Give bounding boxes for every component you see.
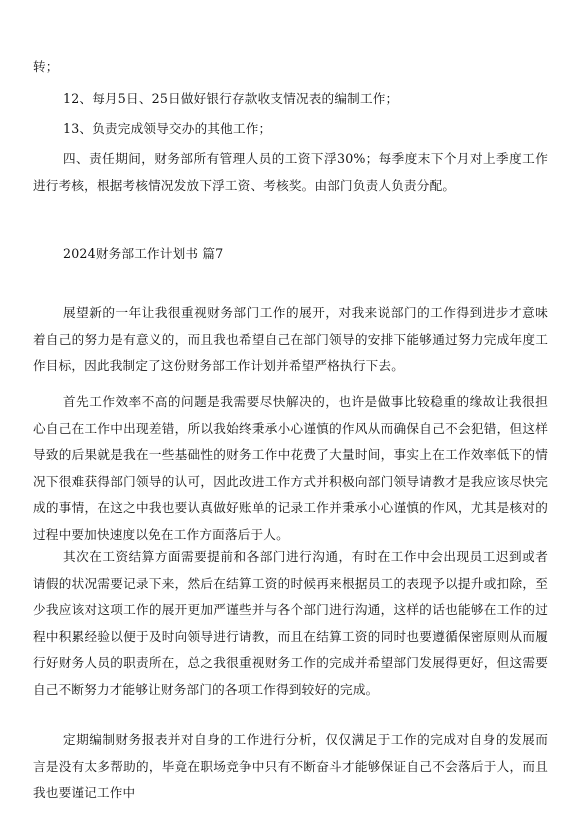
list-item-12: 12、每月5日、25日做好银行存款收支情况表的编制工作； [63, 91, 399, 106]
list-item-13: 13、负责完成领导交办的其他工作； [63, 121, 272, 136]
text-line-continuation: 转； [33, 59, 59, 74]
body-paragraph-4: 定期编制财务报表并对自身的工作进行分析，仅仅满足于工作的完成对自身的发展而言是没有太多帮助的，毕竟在职场竞争中只有不断奋斗才能够保证自己不会落后于人，而且我也要谨记工作中 [33, 732, 548, 801]
body-paragraph-1: 展望新的一年让我很重视财务部门工作的展开，对我来说部门的工作得到进步才意味着自己的努力是有意义的，而且我也希望自己在部门领导的安排下能够通过努力完成年度工作目标，因此我制定了这份财务部工作计划并希望严格执行下去。 [33, 305, 548, 374]
body-paragraph-2: 首先工作效率不高的问题是我需要尽快解决的，也许是做事比较稳重的缘故让我很担心自己在工作中出现差错，所以我始终秉承小心谨慎的作风从而确保自己不会犯错，但这样导致的后果就是我在一些基础性的财务工作中花费了大量时间，事实上在工作效率低下的情况下很难获得部门领导的认可，因此改进工作方式并积极向部门领导请教才是我应该尽快完成的事情，在这之中我也要认真做好账单的记录工作并秉承小心谨慎的作风，尤其是核对的过程中要加快速度以免在工作方面落后于人。 [33, 394, 548, 542]
body-paragraph-3: 其次在工资结算方面需要提前和各部门进行沟通，有时在工作中会出现员工迟到或者请假的状况需要记录下来，然后在结算工资的时候再来根据员工的表现予以提升或扣除，至少我应该对这项工作的展开更加严谨些并与各个部门进行沟通，这样的话也能够在工作的过程中积累经验以便于及时向领导进行请教，而且在结算工资的同时也要遵循保密原则从而履行好财务人员的职责所在，总之我很重视财务工作的完成并希望部门发展得更好，但这需要自己不断努力才能够让财务部门的各项工作得到较好的完成。 [33, 549, 548, 697]
section-four-paragraph: 四、责任期间，财务部所有管理人员的工资下浮30%；每季度末下个月对上季度工作进行考核，根据考核情况发放下浮工资、考核奖。由部门负责人负责分配。 [33, 151, 548, 193]
section-heading: 2024财务部工作计划书 篇7 [63, 246, 224, 261]
